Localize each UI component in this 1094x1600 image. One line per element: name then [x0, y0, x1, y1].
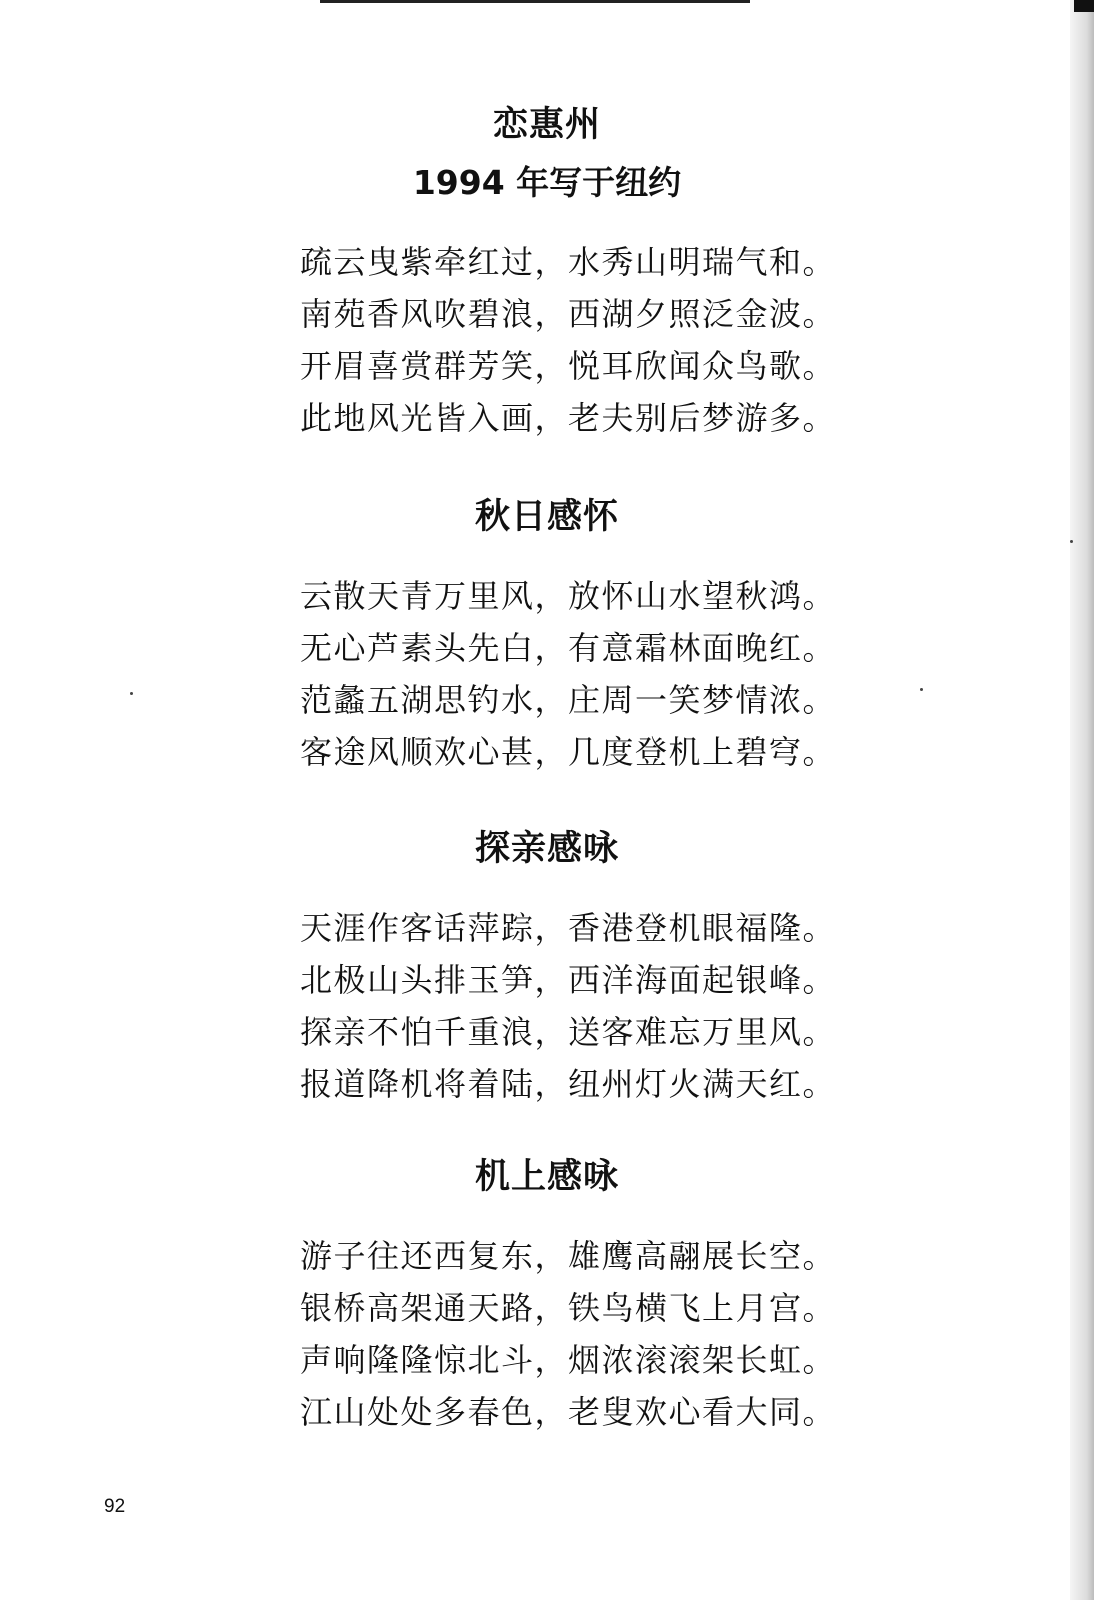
poem-line: 客途风顺欢心甚，几度登机上碧穹。 [300, 733, 837, 771]
poem-line: 无心芦素头先白，有意霜林面晚红。 [300, 629, 837, 667]
scan-speck [920, 688, 923, 691]
poem-body [300, 902, 860, 1110]
poem [0, 104, 1094, 204]
poem-line: 声响隆隆惊北斗，烟浓滚滚架长虹。 [300, 1341, 837, 1379]
poem-line: 探亲不怕千重浪，送客难忘万里风。 [300, 1013, 837, 1051]
poem-body [300, 1230, 860, 1438]
poem-line: 云散天青万里风，放怀山水望秋鸿。 [300, 577, 837, 615]
scan-page-edge-shadow [1070, 0, 1094, 1600]
poem [0, 1156, 1094, 1198]
poem-title: 秋日感怀 [474, 497, 619, 537]
poem-line: 天涯作客话萍踪，香港登机眼福隆。 [300, 909, 837, 947]
poem-line: 江山处处多春色，老叟欢心看大同。 [300, 1393, 837, 1431]
poem-body [300, 570, 860, 778]
poem-line: 银桥高架通天路，铁鸟横飞上月宫。 [300, 1289, 837, 1327]
poem-line: 报道降机将着陆，纽州灯火满天红。 [300, 1065, 837, 1103]
poem-line: 北极山头排玉笋，西洋海面起银峰。 [300, 961, 837, 999]
scan-top-rule [320, 0, 750, 3]
poem-body [300, 236, 860, 444]
poem-line: 南苑香风吹碧浪，西湖夕照泛金波。 [300, 295, 837, 333]
poem-line: 游子往还西复东，雄鹰高翮展长空。 [300, 1237, 837, 1275]
scan-corner-mark [1074, 0, 1094, 12]
poem-title: 探亲感咏 [474, 829, 619, 869]
poem-line: 疏云曳紫牵红过，水秀山明瑞气和。 [300, 243, 837, 281]
poem-subtitle: 1994 年写于纽约 [412, 163, 682, 202]
scan-speck [130, 692, 133, 695]
poem-title: 机上感咏 [474, 1157, 619, 1197]
poem-line: 开眉喜赏群芳笑，悦耳欣闻众鸟歌。 [300, 347, 837, 385]
poem-title: 恋惠州 [492, 105, 601, 145]
page-number: 92 [104, 1496, 126, 1517]
poem [0, 828, 1094, 870]
poem-line: 范蠡五湖思钓水，庄周一笑梦情浓。 [300, 681, 837, 719]
poem [0, 496, 1094, 538]
poem-line: 此地风光皆入画，老夫别后梦游多。 [300, 399, 837, 437]
scan-speck [1070, 540, 1073, 543]
